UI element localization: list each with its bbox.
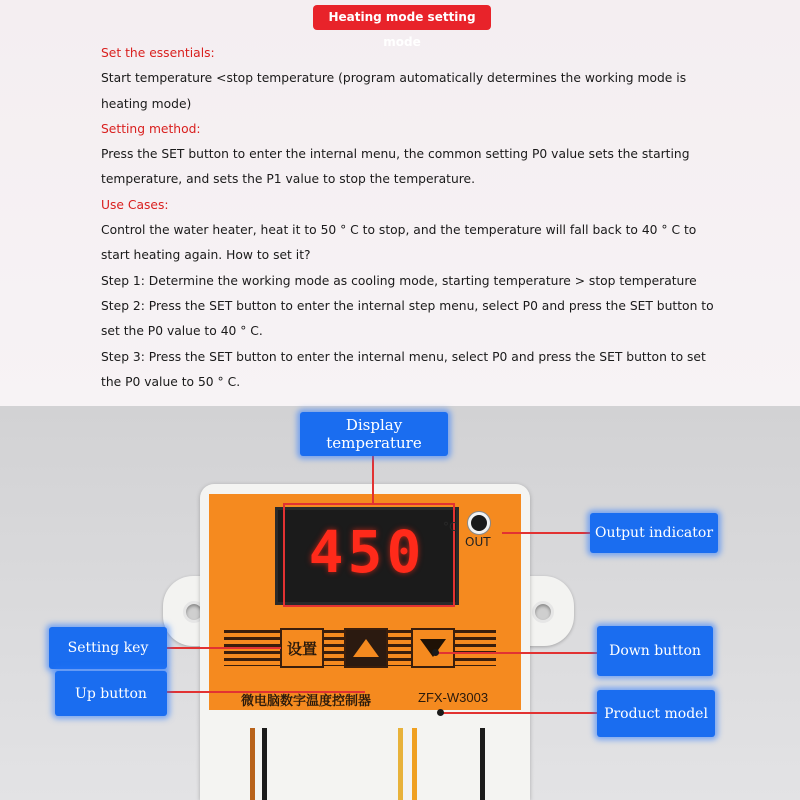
instruction-text <box>101 41 721 395</box>
instruction-line: the P0 value to 50 ° C. <box>101 374 241 389</box>
product-diagram <box>0 406 800 800</box>
callout-product-model: Product model <box>597 690 715 737</box>
model-label: ZFX-W3003 <box>418 690 489 705</box>
instruction-line: set the P0 value to 40 ° C. <box>101 324 263 339</box>
wire-yellow <box>398 728 403 800</box>
instruction-line: start heating again. How to set it? <box>101 248 311 263</box>
leader-display <box>372 456 374 504</box>
instruction-line: Step 2: Press the SET button to enter the internal step menu, select P0 and press the SET button to <box>101 298 714 313</box>
display-highlight-frame <box>283 503 458 607</box>
instruction-line: Control the water heater, heat it to 50 ° C to stop, and the temperature will fall back to 40 ° C to <box>101 223 697 238</box>
set-key-button[interactable]: 设置 <box>280 628 324 668</box>
triangle-up-icon <box>353 639 379 657</box>
instruction-heading: Set the essentials: <box>101 46 215 60</box>
instruction-line: heating mode) <box>101 96 192 111</box>
leader-set-key <box>167 647 281 649</box>
out-label: OUT <box>465 535 491 549</box>
instruction-line: Press the SET button to enter the internal menu, the common setting P0 value sets the starting <box>101 147 690 162</box>
callout-up-button: Up button <box>55 671 167 716</box>
leader-model <box>442 712 597 714</box>
callout-down-button: Down button <box>597 626 713 676</box>
leader-dot <box>437 709 444 716</box>
instruction-line: Start temperature <stop temperature (program automatically determines the working mode is <box>101 71 687 86</box>
callout-display-temperature: Display temperature <box>300 412 448 456</box>
unit-label: °C <box>443 520 458 534</box>
instruction-line: Step 1: Determine the working mode as cooling mode, starting temperature > stop temperature <box>101 273 697 288</box>
callout-output-indicator: Output indicator <box>590 513 718 553</box>
section-title-tag: Heating mode setting mode <box>313 5 491 30</box>
instruction-line: Step 3: Press the SET button to enter the internal menu, select P0 and press the SET button to set <box>101 349 706 364</box>
output-led-icon <box>468 512 490 534</box>
wire-orange <box>412 728 417 800</box>
screw-hole <box>532 601 554 623</box>
instruction-heading: Setting method: <box>101 121 201 136</box>
wire-brown <box>250 728 255 800</box>
wire-black <box>262 728 267 800</box>
up-key-button[interactable] <box>344 628 388 668</box>
down-key-button[interactable] <box>411 628 455 668</box>
leader-dot <box>432 649 439 656</box>
leader-up <box>167 691 365 693</box>
leader-down <box>436 652 597 654</box>
wire-black-right <box>480 728 485 800</box>
callout-setting-key: Setting key <box>49 627 167 669</box>
brand-label: 微电脑数字温度控制器 <box>241 694 372 709</box>
instruction-heading: Use Cases: <box>101 197 169 212</box>
leader-output <box>502 532 590 534</box>
instruction-line: temperature, and sets the P1 value to stop the temperature. <box>101 172 476 187</box>
display-digits: 450 <box>308 518 426 586</box>
